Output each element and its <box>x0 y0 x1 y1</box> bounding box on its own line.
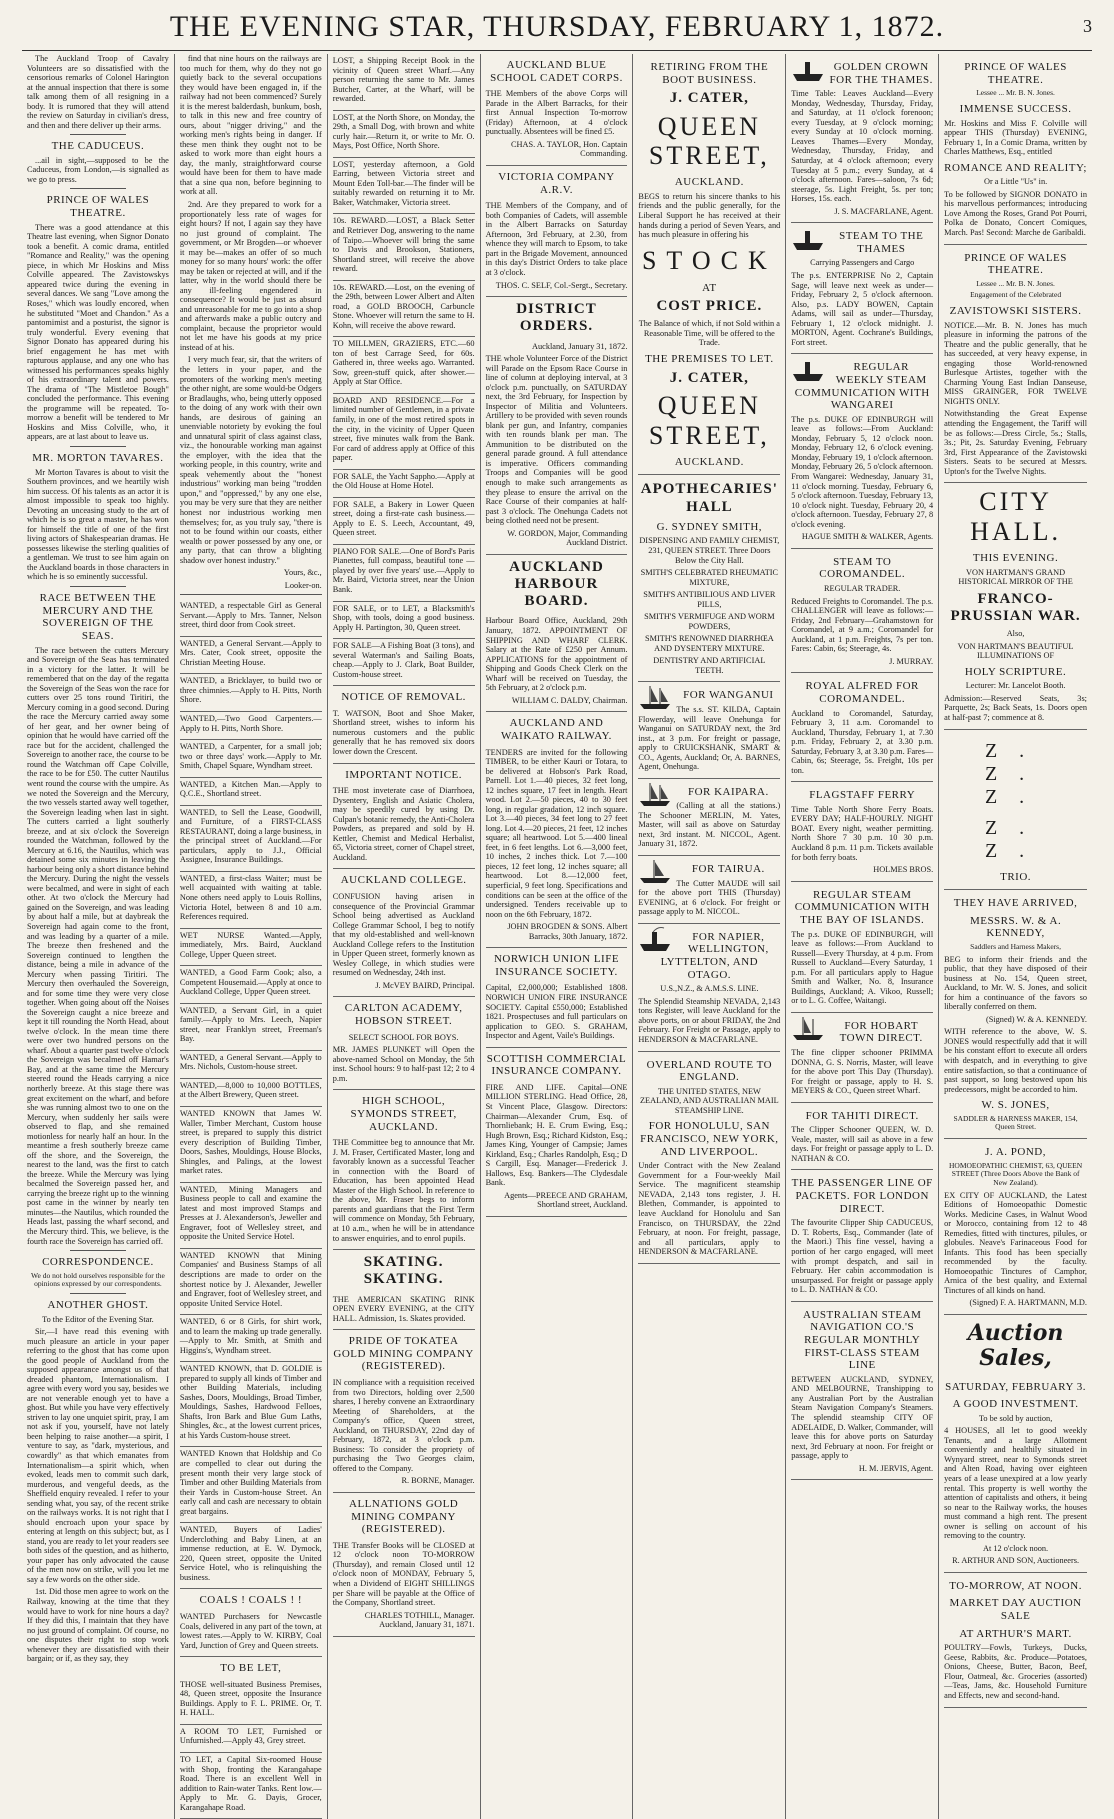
article-heading: PRINCE OF WALES THEATRE. <box>46 194 150 220</box>
article-text: I very much fear, sir, that the writers of the letters in your paper, and the promoters of the working men's meeting the other night, are some would-be Odgers or Bradlaughs, who, being utterly opposed to the doing of any work with their own hands, are desirous of gaining an unenviable notoriety by evoking the foul and unnatural spirit of class against class, viz., the honourable working man against the employer, with the idea that the working people, in this country, write and speak vehemently about the "honest industrious" working man being "trodden upon," and "oppressed," by any one else, you may be very sure that they are neither honest nor industrious working men themselves; for, as you truly say, "there is not to be found within our coasts, either wealth or power possessed by any one, or any party, that can throw a blighting shadow over honest industry." <box>179 355 322 565</box>
classified-ad: FOR SALE, a Bakery in Lower Queen street, doing a first-rate cash business.—Apply to E. S. Leech, Accountant, 49, Queen street. <box>333 498 475 545</box>
divider <box>180 594 322 595</box>
classified-ad: WANTED KNOWN, that D. GOLDIE is prepared to supply all kinds of Timber and other Building Materials, including Sashes, Doors, Mouldings, Broad Timber, Mouldings, Sashes, Hardwood Felloes, Shafts, Iron Bark and Blue Gum Laths, Shingles, &c., at the lowest current prices, at his Yards Custom-house street. <box>180 1362 322 1447</box>
shipping-notice: AUSTRALIAN STEAM NAVIGATION CO.'S REGULAR MONTHLY FIRST-CLASS STEAM LINE BETWEEN AUCKLAND, SYDNEY, AND MELBOURNE, Transhipping to any Australian Port by the Australian Steam Navigation Company's Steamers. The splendid steamship CITY OF ADELAIDE, D. Walker, Commander, will leave this for above ports on Saturday next, 3rd February at noon. For freight or passage, apply to H. M. JERVIS, Agent. <box>791 1302 933 1481</box>
column-1 <box>22 54 175 1819</box>
trio-advertisement: Z. Z. Z. Z. Z. TRIO. <box>944 730 1087 891</box>
ad-heading: PRIDE OF TOKATEA GOLD MINING COMPANY (REGISTERED). <box>333 1335 474 1373</box>
newspaper-columns <box>22 54 1092 1812</box>
article-text: ...ail in sight,—supposed to be the Caduceus, from London,—is signalled as we go to press. <box>27 155 169 184</box>
classified-ad: WANTED Purchasers for Newcastle Coals, delivered in any part of the town, at lowest rates.—Apply to W. KIRBY, Coal Yard, Junction of Grey and Queen streets. <box>180 1610 322 1657</box>
steamship-icon <box>791 225 825 251</box>
classified-ad: THOSE well-situated Business Premises, 48, Queen street, opposite the Insurance Buildings. Apply to F. L. PRIME. Or, T. H. HALL. <box>180 1678 322 1725</box>
notice: THE Members of the Company, and of both Companies of Cadets, will assemble in the Albert Barracks on Saturday Afternoon, 3rd February, at 2.30, from whence they will march to Epsom, to take part in the Brigade Movement, announced in this day's District Orders to take place at 3 o'clock. THOS. C. SELF, Col.-Sergt., Secretary. <box>486 199 628 297</box>
classified-ad: TO LET, a Capital Six-roomed House with Shop, fronting the Karangahape Road. There is an excellent Well in addition to Rain-water Tanks. Rent low.—Apply to Mr. G. Dayis, Grocer, Karangahape Road. <box>180 1753 322 1819</box>
shipping-notice: FOR TAIRUA. The Cutter MAUDE will sail for the above port THIS (Thursday) EVENING, at 6 o'clock. For freight or passage apply to M. NICCOL. <box>638 856 780 924</box>
article-text: Mr Morton Tavares is about to visit the Southern provinces, and we heartily wish him success. Of his talents as an actor it is almost impossible to speak too highly. Devoting an unceasing study to the art of which he is so great a master, he has won for himself the title of one of the first living actors of Shakespearian dramas. He possesses likewise the sterling qualities of a gentleman. We trust to see him again on the Auckland boards in those characters in which he is so eminently successful. <box>27 467 169 582</box>
classified-ad: WANTED, a Carpenter, for a small job; two or three days' work.—Apply to Mr. Smith, Chapel Square, Wyndham street. <box>180 740 322 778</box>
business-notice: THEY HAVE ARRIVED, MESSRS. W. & A. KENNEDY, Saddlers and Harness Makers, BEG to inform their friends and the public, that they have disposed of their business at No. 154, Queen street, Auckland, to Mr. W. S. Jones, and solicit for him a continuance of the favors so liberally conferred on them. (Signed) W. & A. KENNEDY. WITH reference to the above, W. S. JONES would respectfully add that it will be his constant effort to execute all orders with despatch, and in everything to give entire satisfaction, so that a continuance of past support, so long bestowed upon his predecessors, might be accorded to him. W. S. JONES, SADDLER & HARNESS MAKER, 154, Queen Street. <box>944 890 1087 1139</box>
column-5 <box>633 54 786 1819</box>
classified-ad: WANTED, a Bricklayer, to build two or three chimnies.—Apply to H. Pitts, North Shore. <box>180 674 322 712</box>
article-heading: CORRESPONDENCE. <box>42 1256 154 1269</box>
classified-ad: WANTED, a respectable Girl as General Servant.—Apply to Mrs. Tanner, Nelson street, third door from Cook street. <box>180 599 322 637</box>
theatre-advertisement: PRINCE OF WALES THEATRE. Lessee ... Mr. B. N. Jones. IMMENSE SUCCESS. Mr. Hoskins and Miss F. Colville will appear THIS (Thursday) EVENING, February 1, In a Comic Drama, written by Charles Matthews, Esq., entitled ROMANCE AND REALITY; Or a Little "Us" in. To be followed by SIGNOR DONATO in his marvellous performances; introducing Love Among the Roses, Grand Pot Pourri, Polka de Donato, Concert Comiques, March. Pas! Second: Marche de Garibaldi. <box>944 54 1087 245</box>
ad-heading: CARLTON ACADEMY, HOBSON STREET. <box>344 1002 463 1027</box>
column-3 <box>328 54 481 1819</box>
steamship-icon <box>791 356 825 382</box>
classified-ad: LOST, yesterday afternoon, a Gold Earring, between Victoria street and Mount Eden Toll-bar.—The finder will be suitably rewarded on returning it to Mr. Baker, Watchmaker, Victoria street. <box>333 158 475 215</box>
classified-ad: WANTED,—8,000 to 10,000 BOTTLES, at the Albert Brewery, Queen street. <box>180 1079 322 1107</box>
ad-heading: VICTORIA COMPANY A.R.V. <box>498 171 615 196</box>
article-text: find that nine hours on the railways are too much for them, why do they not go quietly back to the several occupations they would have been engaged in, if the railway had not been commenced? Surely it is the merest balderdash, bunkum, bosh, to talk in this new and free country of ours, about "nigger driving," and the working men's rights being in danger. If these men think they ought not to be asked to work more than eight hours a day, the manly, straightforward course would have been for them to have made that a sine qua non, before beginning to work at all. <box>179 54 322 197</box>
divider <box>70 1293 127 1294</box>
classified-ad: FOR SALE, or to LET, a Blacksmith's Shop, with tools, doing a good business. Apply H. Partington, 30, Queen street. <box>333 602 475 640</box>
classified-ad: A ROOM TO LET, Furnished or Unfurnished.—Apply 43, Grey street. <box>180 1725 322 1753</box>
article-text: 1st. Did those men agree to work on the Railway, knowing at the time that they would have to work for nine hours a day? If they did this, I maintain that they have no just ground of complaint. Of course, no one disputes their right to stop work whenever they are dissatisfied with their bargain; or if, as they say, they <box>27 1587 169 1664</box>
column-6 <box>786 54 939 1819</box>
ad-heading: DISTRICT ORDERS. <box>516 301 597 335</box>
shipping-notice: FOR NAPIER, WELLINGTON, LYTTELTON, AND OTAGO. U.S.,N.Z., & A.M.S.S. LINE. The Splendid Steamship NEVADA, 2,143 tons Register, will leave Auckland for the above ports, on or about FRIDAY, the 2nd February. For Freight or Passage, apply to HENDERSON & MACFARLANE. <box>638 924 780 1052</box>
column-2 <box>175 54 328 1819</box>
classified-ad: WANTED, a General Servant.—Apply to Mrs. Cater, Cook street, opposite the Christian Meeting House. <box>180 637 322 675</box>
article-text: The Auckland Troop of Cavalry Volunteers are so dissatisfied with the censorious remarks of Colonel Harington at the annual inspection that there is some talk among them of all resigning in a body. It is rumored that they will attend the review on Saturday in civilian's dress, and then and there deliver up their arms. <box>27 54 169 130</box>
classified-ad: CONFUSION having arisen in consequence of the Provincial Grammar School being advertised as Auckland College Grammar School, I beg to notify that my old-established and well-known Auckland College refers to the Institution in Upper Queen street, formerly known as Wesley College, in which studies were resumed on Wednesday, 24th inst. J. McVEY BAIRD, Principal. <box>333 890 475 997</box>
ad-heading: SCOTTISH COMMERCIAL INSURANCE COMPANY. <box>486 1052 627 1078</box>
theatre-advertisement: PRINCE OF WALES THEATRE. Lessee ... Mr. B. N. Jones. Engagement of the Celebrated ZAVISTOWSKI SISTERS. NOTICE.—Mr. B. N. Jones has much pleasure in informing the patrons of the Theatre and the public generally, that he has succeeded, at very heavy expense, in engaging those World-renowned Burlesque Artistes, together with the Charming Young East Indian Danseuse, MISS GRAINGER, FOR TWELVE NIGHTS ONLY. Notwithstanding the Great Expense attending the Engagement, the Tariff will be as follows:—Dress Circle, 5s.; Stalls, 3s.; Pit, 2s. Saturday Evening, February 3rd, First Appearance of the Zavistowski Sisters. Seats to be secured at Messrs. Upton's for the Twelve Nights. <box>944 245 1087 484</box>
section-heading: Auction Sales, <box>967 1319 1064 1372</box>
article-text: 2nd. Are they prepared to work for a proportionately less rate of wages for eight hours? If not, I again say they have no just ground of complaint. The government, or Mr Brogden—or whoever it may be—makes an offer of so much money for so many hours' work: the offer may be taken or rejected at will, and if the latter, why in the world should there be any ill-feeling engendered in consequence? It would be just as absurd and unreasonable for me to go into a shop and afterwards make a public outcry and complaint, because the proprietor would not let me have his goods at my price instead of at his. <box>179 199 322 352</box>
editorial-note: We do not hold ourselves responsible for the opinions expressed by our correspondents. <box>31 1270 165 1289</box>
classified-ad: WANTED KNOWN that Mining Companies' and Business Stamps of all descriptions are made to order on the shortest notice by J. Alexander, Jeweller and Engraver, foot of Wellesley street, and opposite United Service Hotel. <box>180 1249 322 1315</box>
ad-heading: NORWICH UNION LIFE INSURANCE SOCIETY. <box>493 953 620 978</box>
ad-heading: AUCKLAND AND WAIKATO RAILWAY. <box>501 717 612 742</box>
article-heading: RACE BETWEEN THE MERCURY AND THE SOVEREIGN OF THE SEAS. <box>39 592 157 642</box>
classified-ad: BOARD AND RESIDENCE.—For a limited number of Gentlemen, in a private family, in one of the most retired spots in the city, in the vicinity of Upper Queen street, five minutes walk from the Bank. For card of address apply at Office of this paper. <box>333 394 475 470</box>
classified-ad: THE AMERICAN SKATING RINK OPEN EVERY EVENING, at the CITY HALL. Admission, 1s. Skates provided. <box>333 1293 475 1331</box>
ship-icon <box>638 858 672 884</box>
classified-ad: WANTED, to Sell the Lease, Goodwill, and Furniture, of a FIRST-CLASS RESTAURANT, doing a large business, in the principal street of Auckland.—For particulars, apply to J.J., Official Assignee, Insurance Buildings. <box>180 806 322 872</box>
article-heading: THE CADUCEUS. <box>51 140 145 153</box>
shipping-notice: GOLDEN CROWN FOR THE THAMES. Time Table: Leaves Auckland—Every Monday, Wednesday, Thursday, Friday, and Saturday, at 11 o'clock forenoon; every Tuesday, at 9 o'clock morning; every Sunday at 10 o'clock morning. Leaves Thames—Every Monday, Wednesday, Thursday, Friday, and Saturday, at 4 o'clock afternoon; every Tuesday at 5 p.m.; every Sunday, at 4 o'clock afternoon. Fares—saloon, 7s 6d; steerage, 5s. Light Freight, 5s. per ton; Horses, 15s. each. J. S. MACFARLANE, Agent. <box>791 54 933 223</box>
classified-ad: T. WATSON, Boot and Shoe Maker, Shortland street, wishes to inform his numerous customers and the public generally that he has removed six doors lower down the Crescent. <box>333 707 475 764</box>
article-heading: MR. MORTON TAVARES. <box>32 451 164 464</box>
newspaper-title: THE EVENING STAR, THURSDAY, FEBRUARY 1, 1872. <box>169 10 945 43</box>
classified-ad: WANTED Known that Holdship and Co are compelled to clear out during the present month their very large stock of Timber and other Building Materials from their Yards in Custom-house Street. An early call and cash are necessary to obtain great bargains. <box>180 1447 322 1523</box>
classified-ad: THE Transfer Books will be CLOSED at 12 o'clock noon TO-MORROW (Thursday), and remain Closed until 12 o'clock noon of MONDAY, February 5, when a Dividend of EIGHT SHILLINGS per Share will be payable at the Office of the Company, Shortland street. CHARLES TOTHILL, Manager. Auckland, January 31, 1871. <box>333 1539 475 1637</box>
letter-signoff: Yours, &c., <box>283 568 322 578</box>
classified-ad: 10s. REWARD.—Lost, on the evening of the 29th, between Lower Albert and Alten road, a GOLD BROOCH, Carbuncle Stone. Whoever will return the same to H. Kohn, will receive the above reward. <box>333 281 475 338</box>
classified-ad: WANTED, Mining Managers and Business people to call and examine the latest and most improved Stamps and Presses at J. Alexanderson's, Jeweller and Engraver, foot of Wellesley street, and opposite the United Service Hotel. <box>180 1183 322 1249</box>
shipping-notice: REGULAR STEAM COMMUNICATION WITH THE BAY OF ISLANDS. The p.s. DUKE OF EDINBURGH, will leave as follows:—From Auckland to Russell—Every Thursday, at 4 p.m. From Russell to Auckland—Every Saturday, 1 p.m. For all particulars apply to Hague Smith and Walker, No. 8, Insurance Buildings, Auckland; A. Vikoo, Russell; or to L. G. Coffee, Waitangi. <box>791 882 933 1013</box>
ship-icon <box>791 1015 825 1041</box>
classified-ad: WANTED,—Two Good Carpenters.—Apply to H. Pitts, North Shore. <box>180 712 322 740</box>
classified-ad: WANTED KNOWN that James W. Waller, Timber Merchant, Custom house street, is prepared to supply this district every description of Building Timber, Doors, Sashes, Mouldings, House Blocks, Shingles, and Palings, at the lowest market rates. <box>180 1107 322 1183</box>
shipping-notice: FOR WANGANUI The s.s. ST. KILDA, Captain Flowerday, will leave Onehunga for Wanganui on SATURDAY next, the 3rd inst., at 3 p.m. For freight or passage, apply to CRUICKSHANK, SMART & CO., Agents, Auckland; Or, A. BARNES, Agent, Onehunga. <box>638 682 780 778</box>
ad-heading: HIGH SCHOOL, SYMONDS STREET, AUCKLAND. <box>350 1095 457 1133</box>
steamship-icon <box>791 56 825 82</box>
divider <box>70 134 127 135</box>
classified-ad: WANTED, a Kitchen Man.—Apply to Q.C.E., Shortland street. <box>180 778 322 806</box>
divider <box>70 1250 127 1251</box>
shipping-notice: FOR HOBART TOWN DIRECT. The fine clipper schooner PRIMMA DONNA, G. S. Norris, Master, will leave for the above port This Day (Thursday). For freight or passage, apply to H. S. MEYERS & CO., Queen street Wharf. <box>791 1013 933 1103</box>
classified-ad: LOST, at the North Shore, on Monday, the 29th, a Small Dog, with brown and white curly hair.—Return it, or write to Mr. O. Mays, Post Office, North Shore. <box>333 111 475 158</box>
letter-author: Looker-on. <box>284 580 322 590</box>
notice: FIRE AND LIFE. Capital—ONE MILLION STERLING. Head Office, 28, St Vincent Place, Glasgow. Directors: Chairman—Alexander Crum, Esq. of Thornliebank; H. E. Crum Ewing, Esq.; Hugh Brown, Esq.; Richard Kidston, Esq.; James King, Younger of Campsie; James Kirkland, Esq.; Charles Randolph, Esq.; D S Cargill, Esq. Manager—Frederick J. Hallows, Esq. Bankers—The Clydesdale Bank. Agents—PREECE AND GRAHAM, Shortland street, Auckland. <box>486 1081 628 1217</box>
classified-ad: THE Committee beg to announce that Mr. J. M. Fraser, Certificated Master, long and favorably known as a successful Teacher in connection with the Board of Education, has been appointed Head Master of the High School. In reference to the above, Mr. Fraser begs to inform parents and guardians that the First Term will commence on Monday, 5th February, at 10 a.m., when he will be in attendance to answer enquiries, and to enrol pupils. <box>333 1136 475 1250</box>
ad-heading: AUCKLAND BLUE SCHOOL CADET CORPS. <box>490 59 623 84</box>
classified-ad: LOST, a Shipping Receipt Book in the vicinity of Queen street Wharf.—Any person returning the same to Mr. James Butcher, Carter, at the Wharf, will be rewarded. <box>333 54 475 111</box>
divider <box>70 586 127 587</box>
shipping-notice: FOR TAHITI DIRECT. The Clipper Schooner QUEEN, W. D. Veale, master, will sail as above in a few days. For freight or passage apply to L. D. NATHAN & CO. <box>791 1103 933 1171</box>
shipping-notice: STEAM TO THE THAMES Carrying Passengers and Cargo The p.s. ENTERPRISE No 2, Captain Sage, will leave next week as under—Friday, February 2, 5 o'clock afternoon. Also, p.s. LADY BOWEN, Captain Adams, will sail as under—Thursday, February 1, 12 o'clock midnight. J. MORTON, Agent. Cochrane's Buildings, Fort street. <box>791 223 933 354</box>
classified-ad: FOR SALE, the Yacht Sappho.—Apply at the Old House at Home Hotel. <box>333 470 475 498</box>
ad-heading: NOTICE OF REMOVAL. <box>341 691 466 704</box>
classified-ad: WANTED, 6 or 8 Girls, for shirt work, and to learn the making up trade generally.—Apply to Mr. Smith, at Smith and Higgins's, Wyndham street. <box>180 1315 322 1362</box>
classified-ad: 10s. REWARD.—LOST, a Black Setter and Retriever Dog, answering to the name of Taipo.—Whoever will bring the same to Davis and Brookson, Stationers, Shortland street, will receive the above reward. <box>333 214 475 280</box>
ad-heading: AUCKLAND HARBOUR BOARD. <box>509 558 604 610</box>
page-number: 3 <box>1083 16 1092 36</box>
article-text: Sir,—I have read this evening with much pleasure an article in your paper referring to the ghost that has come upon the good people of Auckland from the supposed appearance amongst us of that dreaded phantom, Internationalism. I agree with every word you say, besides we are not venerable enough yet to have a ghost. But while you have very effectively striven to lay one unquiet spirit, pray, I am not ask if you, yourself, have not lately been helping to raise another—a spirit, I venture to say, as "dark, mysterious, and cowardly" as that which emanates from Internationalism—a spirit which, when evoked, leads men to commit such dark, murderous, and vengeful deeds, as the Sheffield enquiry revealed. I refer to your sending what, you say, of the recent strike on the railways works. It is not right that I should encroach upon your space by entering at length on this subject; but, as I stand, you are ready to let your readers see both sides of the question, and as hitherto, your paper has only advocated the cause of the men now on strike, will you let me say a few words on the other side. <box>27 1327 169 1584</box>
auction-notice: SATURDAY, FEBRUARY 3. A GOOD INVESTMENT. To be sold by auction, 4 HOUSES, all let to good weekly Tenants, and a large Allotment conveniently and healthily situated in Wynyard street, near to Symonds street and Alten Road, having over eighteen years of a lease unexpired at a low yearly rental. This property is well worthy the attention of capitalists and others, it being so near to the Railway works, the houses must command a high rent. The present owner is selling on account of his removing to the country. At 12 o'clock noon. R. ARTHUR AND SON, Auctioneers. <box>944 1374 1087 1573</box>
classified-ad: TO MILLMEN, GRAZIERS, ETC.—60 ton of best Carrage Seed, for 60s. Gathered in, three weeks ago. Warranted. Sow, green-stuff quick, after shower.—Apply at Star Office. <box>333 337 475 394</box>
city-hall-advertisement: CITY HALL. THIS EVENING. VON HARTMAN'S GRAND HISTORICAL MIRROR OF THE FRANCO-PRUSSIAN WAR. Also, VON HARTMAN'S BEAUTIFUL ILLUMINATIONS OF HOLY SCRIPTURE. Lecturer: Mr. Lancelot Booth. Admission:—Reserved Seats, 3s; Parquette, 2s; Back Seats, 1s. Doors open at half-past 7; commence at 8. <box>944 483 1087 729</box>
letter-salutation: To the Editor of the Evening Star. <box>42 1314 154 1324</box>
notice: Auckland, January 31, 1872. THE whole Volunteer Force of the District will Parade on the Epsom Race Course in line of column at deploying interval, at 3 o'clock p.m. punctually, on SATURDAY next, the 3rd February, for Inspection by Inspector of Militia and Volunteers. Artillery to be provided with seven rounds blank per gun, and Infantry, companies with ten rounds blank per man. The Ammunition to be distributed on the general parade ground. A full attendance is imperative. Officers commanding Troops and Companies will be good enough to make such arrangements as they please to ensure the arrival on the Race Course of their companies at half-past 3 o'clock. The Onehunga Cadets not being clothed need not be present. W. GORDON, Major, Commanding Auckland District. <box>486 340 628 555</box>
ship-icon <box>638 684 672 710</box>
display-advertisement: APOTHECARIES' HALL G. SYDNEY SMITH, DISPENSING AND FAMILY CHEMIST, 231, QUEEN STREET. Three Doors Below the City Hall. SMITH'S CELEBRATED RHEUMATIC MIXTURE, SMITH'S ANTIBILIOUS AND LIVER PILLS, SMITH'S VERMIFUGE AND WORM POWDERS, SMITH'S RENOWNED DIARRHŒA AND DYSENTERY MIXTURE. DENTISTRY AND ARTIFICIAL TEETH. <box>638 475 780 682</box>
classified-ad: WET NURSE Wanted.—Apply, immediately, Mrs. Baird, Auckland College, Upper Queen street. <box>180 929 322 967</box>
classified-ad: WANTED, a Good Farm Cook; also, a Competent Housemaid.—Apply at once to Auckland College, Upper Queen street. <box>180 966 322 1004</box>
classified-ad: IN compliance with a requisition received from two Directors, holding over 2,500 shares, I hereby convene an Extraordinary Meeting of Shareholders, at the Company's office, Queen street, Auckland, on THURSDAY, 22nd day of February, 1872, at 3 o'clock p.m. Business: To consider the propriety of purchasing the Two Georges claim, offered to the Company. R. BORNE, Manager. <box>333 1376 475 1493</box>
divider <box>70 188 127 189</box>
display-advertisement: RETIRING FROM THE BOOT BUSINESS. J. CATER, QUEEN STREET, AUCKLAND. BEGS to return his sincere thanks to his friends and the public generally, for the Liberal Support he has received at their hands during a period of Seven Years, and has much pleasure in offering his STOCK AT COST PRICE. The Balance of which, if not Sold within a Reasonable Time, will be offered to the Trade. THE PREMISES TO LET. J. CATER, QUEEN STREET, AUCKLAND. <box>638 54 780 475</box>
classified-ad: WANTED, Buyers of Ladies' Underclothing and Baby Linen, at an immense reduction, at E. W. Dymock, 220, Queen street, opposite the United Service Hotel, who is relinquishing the business. <box>180 1523 322 1589</box>
shipping-notice: STEAM TO COROMANDEL. REGULAR TRADER. Reduced Freights to Coromandel. The p.s. CHALLENGER will leave as follows:—Friday, 2nd February—Grahamstown for Coromandel, at 9 a.m.; Coromandel for Auckland, at 1 p.m. Freights, 7s per ton. Fares: Cabin, 6s; Steerage, 4s. J. MURRAY. <box>791 549 933 674</box>
ad-heading: IMPORTANT NOTICE. <box>345 768 463 781</box>
column-4 <box>481 54 634 1819</box>
classified-ad: SELECT SCHOOL FOR BOYS. MR. JAMES PLUNKET will Open the above-named School on Monday, the 5th inst. School hours: 9 to half-past 12; 2 to 4 p.m. <box>333 1031 475 1091</box>
article-heading: ANOTHER GHOST. <box>47 1298 149 1311</box>
ad-heading: ALLNATIONS GOLD MINING COMPANY (REGISTERED). <box>349 1497 459 1536</box>
notice: Harbour Board Office, Auckland, 29th January, 1872. APPOINTMENT OF SHIPPING AND WHARF CLERK. Salary at the Rate of £250 per Annum. APPLICATIONS for the appointment of Shipping and Goods Check Clerk on the Wharf will be received on Tuesday, the 5th February, at 2 o'clock p.m. WILLIAM C. DALDY, Chairman. <box>486 614 628 712</box>
shipping-notice: FOR KAIPARA. (Calling at all the stations.) The Schooner MERLIN, M. Yates, Master, will sail as above on Saturday next, 3rd instant. M. NICCOL, Agent. January 31, 1872. <box>638 779 780 856</box>
article-text: The race between the cutters Mercury and Sovereign of the Seas has terminated in a victory for the latter. It will be remembered that on the day of the regatta the Sovereign of the Seas won the race for cutters over 25 tons round Tiritiri, the Mercury coming in a good second. During the race the Mercury carried away some of her gear, and her owner being of opinion that he would have carried off the race but for the accident, challenged the Sovereign to another race, the course to be round the Watchman off Cape Colville, the race to be for £50. The cutter Nautilus went round the course with the umpire. As we noted the Sovereign and the Mercury, the two vessels started away well together, the Sovereign leading when last in sight. The cutters carried a light southerly breeze, and at six o'clock the Sovereign rounded the Watchman, followed by the Mercury at 6.16, the Nautilus, which was detained some six minutes in leaving the harbour being only a short distance behind the Mercury. During the night the vessels were becalmed, and were in sight of each other. At two o'clock the Mercury had gained on the Sovereign, and was leading by about half a mile, but at daybreak the Sovereign had again come to the front, and was leading by a quarter of a mile. The breeze then freshened and the Sovereign continued to lengthen the distance, being a mile in advance of the Mercury when passing Tiritiri. The Mercury then overhauled the Sovereign, and for some time they were very close together. When going about off the Noises the Sovereign caught a nice breeze and kept it till rounding the North Head, about twelve o'clock. In the mean time there were over two hundred persons on the wharf. About a quarter past twelve o'clock the Sovereign was becalmed off Hamar's Bay, and at the same time the Mercury steered round the Heads carrying a nice northerly breeze. At this stage there was great excitement on the wharf, and before she was running almost two to one on the Mercury, when suddenly her sails were observed to flap, and she remained motionless for nearly half an hour. In the meantime a fresh southerly breeze came off the shore, and the Sovereign, the nearest to the land, was the first to catch the breeze. While the Mercury was lying becalmed the Sovereign passed her, and carrying the breeze right up to the winning post came in the winner by nearly ten minutes—the Nautilus, which rounded the Heads last, passing the wharf second, and the Mercury third. This, we believe, is the fourth race the Sovereign has carried off. <box>27 645 169 1246</box>
column-7 <box>939 54 1092 1819</box>
classified-ad: FOR SALE—A Fishing Boat (3 tons), and several Waterman's and Sailing Boats, cheap.—Apply to J. Clark, Boat Builder, Custom-house street. <box>333 639 475 686</box>
ad-heading: COALS ! COALS ! ! <box>199 1594 303 1607</box>
notice: Capital, £2,000,000; Established 1808. NORWICH UNION FIRE INSURANCE SOCIETY. Capital £550,000; Established 1821. Prospectuses and full particulars on application to GEO. S. GRAHAM, Inspector and Agent, Vaile's Buildings. <box>486 981 628 1047</box>
business-notice: J. A. POND, HOMOEOPATHIC CHEMIST, 63, QUEEN STREET (Three Doors Above the Bank of New Zealand). EX CITY OF AUCKLAND, the Latest Editions of Homoeopathic Domestic Works. Medicine Cases, in Walnut Wood or Morocco, containing from 12 to 48 Remedies, fitted with tinctures, pilules, or globules. Neave's Farinaceous Food for Infants. This food has been specially recommended by the faculty. Homoeopathic Tinctures of Camphor, Arnica of the best quality, and External Tinctures of all kinds on hand. (Signed) F. A. HARTMANN, M.D. <box>944 1139 1087 1315</box>
article-text: There was a good attendance at this Theatre last evening, when Signor Donato took a benefit. A comic drama, entitled "Romance and Reality," was the opening piece, in which Mr Hoskins and Miss Colville appeared. The Zavistowskys appeared twice during the evening in several dances. We sang "Love among the Roses," which was loudly encored, when he substituted "Moet and Chandon." As a pantomimist and a posturist, the signor is truly wonderful. Every evening that Signor Donato has appeared during his brief engagement he has met with rapturous applause, and any one who has witnessed his performances speaks highly of his extraordinary talent and powers. The drama of "The Mistletoe Bough" concluded the performance. This evening the programme will be repeated. To-morrow a benefit will be tendered to Mr Hoskins and Miss Colville, who, it appears, are at last about to leave us. <box>27 222 169 442</box>
ad-heading: AUCKLAND COLLEGE. <box>340 874 467 887</box>
notice: TENDERS are invited for the following TIMBER, to be either Kauri or Totara, to be delivered at Hobson's Park Road, Parnell. Lot 1.—40 pieces, 32 feet long, 12 inches square, 17 feet in length. Heart wood. Lot 2.—50 pieces, 40 to 30 feet long, in regular gradation, 12 inch square. Lot 3.—40 pieces, 34 feet long to 27 feet long. Lot 4.—20 pieces, 21 feet, 12 inches square; all heartwood. Lot 5.—400 lineal feet, in 6 feet lengths. Lot 6.—3,000 feet, 10 inches, 2 inches thick. Lot 7.—100 pieces, 12 feet long, 12 inches square; all heartwood. Lot 8.—12,000 feet, superficial, 9 feet long. Specifications and conditions can be seen at the office of the undersigned. Tenders receivable up to noon on the 6th February, 1872. JOHN BROGDEN & SONS. Albert Barracks, 30th January, 1872. <box>486 746 628 949</box>
divider <box>70 446 127 447</box>
shipping-notice: FLAGSTAFF FERRY Time Table North Shore Ferry Boats. EVERY DAY; HALF-HOURLY. NIGHT BOAT. Every night, weather permitting. North Shore 7 30 p.m. 10 30 p.m. Auckland 8 p.m. 11 p.m. Tickets available for both ferry boats. HOLMES BROS. <box>791 782 933 881</box>
shipping-notice: REGULAR WEEKLY STEAM COMMUNICATION WITH WANGAREI The p.s. DUKE OF EDINBURGH will leave as follows:—From Auckland: Monday, February 5, 12 o'clock noon. Monday, February 12, 6 o'clock evening. Monday, February 19, 1 o'clock afternoon. Monday, February 26, 5 o'clock afternoon. From Wangarei: Wednesday, January 31, 11 o'clock morning. Tuesday, February 6, 5 o'clock afternoon. Tuesday, February 13, 10 o'clock night. Tuesday, February 20, 4 o'clock afternoon. Tuesday, February 27, 8 o'clock evening. HAGUE SMITH & WALKER, Agents. <box>791 354 933 548</box>
ad-heading: TO BE LET, <box>220 1662 282 1675</box>
notice: THE Members of the above Corps will Parade in the Albert Barracks, for their first Annual Inspection To-morrow (Friday) Afternoon, at 4 o'clock punctually. Absentees will be fined £5. CHAS. A. TAYLOR, Hon. Captain Commanding. <box>486 87 628 166</box>
shipping-notice: THE PASSENGER LINE OF PACKETS. FOR LONDON DIRECT. The favourite Clipper Ship CADUCEUS, D. T. Roberts, Esq., Commander (late of the Maori.) This fine vessel, having a portion of her cargo engaged, will meet with prompt despatch, and sail in February. Her cabin accommodation is unsurpassed. For freight or passage apply to L. D. NATHAN & CO. <box>791 1170 933 1301</box>
classified-ad: PIANO FOR SALE.—One of Bord's Paris Pianettes, full compass, beautiful tone — played by over five years' use.—Apply to Mr. Baird, Victoria street, near the Union Bank. <box>333 545 475 602</box>
shipping-notice: ROYAL ALFRED FOR COROMANDEL. Auckland to Coromandel, Saturday, February 3, 11 a.m. Coromandel to Auckland, Thursday, February 1, at 7.30 p.m. Friday, February 2, at 3.30 p.m. Saturday, February 3, at 3.30 p.m. Fares—Cabin, 6s; Steerage, 5s. Freight, 10s per ton. <box>791 673 933 782</box>
masthead <box>22 8 1092 51</box>
classified-ad: WANTED, a Servant Girl, in a quiet family.—Apply to Mrs. Leech, Napier street, near Franklyn street, Freeman's Bay. <box>180 1004 322 1051</box>
ship-icon <box>638 781 672 807</box>
classified-ad: WANTED, a General Servant.—Apply to Mrs. Nichols, Custom-house street. <box>180 1051 322 1079</box>
classified-ad: WANTED, a first-class Waiter; must be well acquainted with waiting at table. None others need apply to Louis Rollins, Victoria Hotel, between 8 and 10 a.m. References required. <box>180 872 322 929</box>
steamship-icon <box>638 926 672 952</box>
shipping-notice: OVERLAND ROUTE TO ENGLAND. THE UNITED STATES, NEW ZEALAND, AND AUSTRALIAN MAIL STEAMSHIP LINE. FOR HONOLULU, SAN FRANCISCO, NEW YORK, AND LIVERPOOL. Under Contract with the New Zealand Government for a Four-weekly Mail Service. The magnificent steamship NEVADA, 2,143 tons register, J. H. Blethen, Commander, is appointed to leave Auckland for Honolulu and San Francisco, on THURSDAY, the 22nd February, at noon. For freight, passage, and all particulars, apply to HENDERSON & MACFARLANE. <box>638 1052 780 1264</box>
auction-notice: TO-MORROW, AT NOON. MARKET DAY AUCTION SALE AT ARTHUR'S MART. POULTRY—Fowls, Turkeys, Ducks, Geese, Rabbits, &c. Produce—Potatoes, Onions, Cheese, Butter, Bacon, Beef, Flour, Oatmeal, &c. Groceries (assorted)—Teas, Jams, &c. Household Furniture and Effects, new and second-hand. <box>944 1573 1087 1708</box>
classified-ads <box>180 599 322 1589</box>
ad-heading: SKATING. SKATING. <box>363 1254 444 1288</box>
classified-ad: THE most inveterate case of Diarrhoea, Dysentery, English and Asiatic Cholera, may be speedily cured by using Dr. Culpan's botanic remedy, the Anti-Cholera Powders, as prepared and sold by H. Kettler, Chemist and Medical Herbalist, 65, Victoria street, corner of Chapel street, Auckland. <box>333 784 475 869</box>
